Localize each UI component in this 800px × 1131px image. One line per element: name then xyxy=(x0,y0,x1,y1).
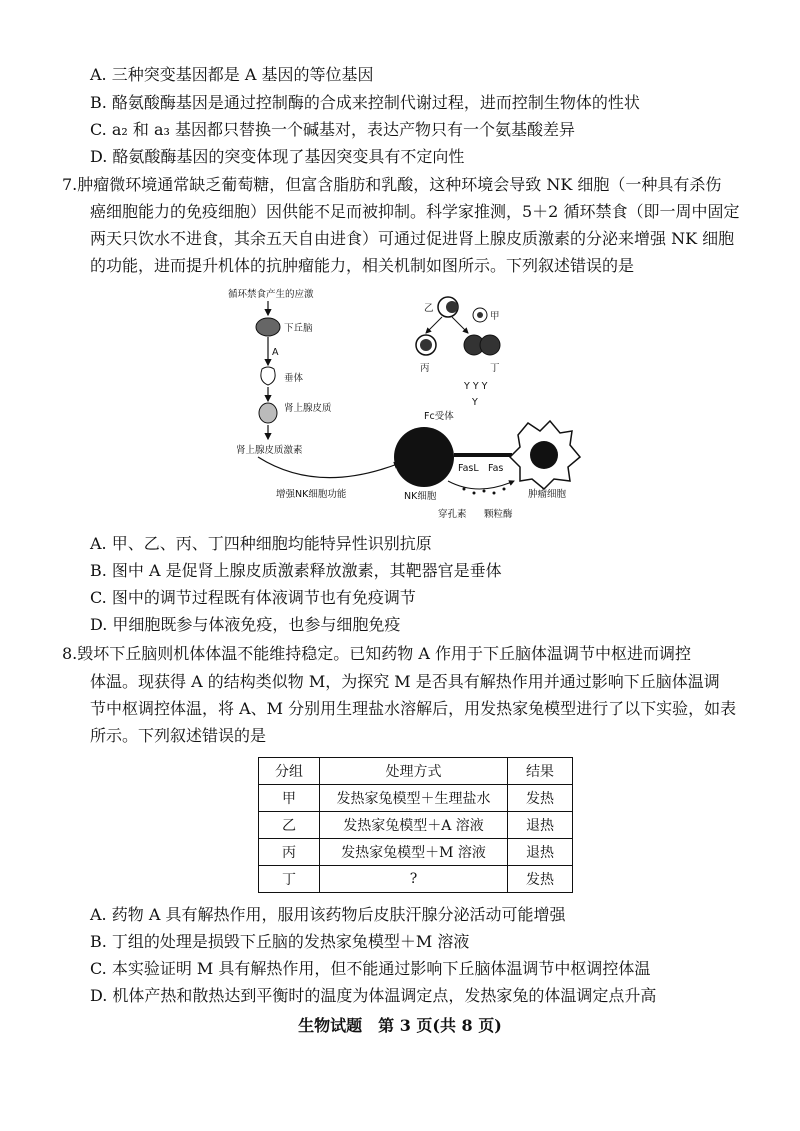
q8-stem-line-1: 8.毁坏下丘脑则机体体温不能维持稳定。已知药物 A 作用于下丘脑体温调节中枢进而调控 xyxy=(62,644,691,663)
table-cell: ? xyxy=(320,866,508,893)
hormone-label: 肾上腺皮质激素 xyxy=(236,445,303,456)
table-row xyxy=(259,839,573,866)
pituitary-label: 垂体 xyxy=(284,373,304,384)
hypothalamus-label: 下丘脑 xyxy=(284,323,313,334)
fasl-label: FasL xyxy=(458,463,479,474)
table-row xyxy=(259,812,573,839)
antibody-lower: Y xyxy=(472,397,478,408)
stress-label: 循环禁食产生的应激 xyxy=(228,289,314,300)
adrenal-shape xyxy=(259,403,277,423)
enhance-label: 增强NK细胞功能 xyxy=(276,489,347,500)
q8-option-d: D. 机体产热和散热达到平衡时的温度为体温调定点，发热家兔的体温调定点升高 xyxy=(90,986,657,1005)
perforin-label: 穿孔素 xyxy=(438,509,467,520)
table-cell: 甲 xyxy=(259,785,320,812)
cell-yi-label: 乙 xyxy=(424,303,434,314)
q8-option-b: B. 丁组的处理是损毁下丘脑的发热家兔模型＋M 溶液 xyxy=(90,932,470,951)
q8-stem-line-3: 节中枢调控体温，将 A、M 分别用生理盐水溶解后，用发热家兔模型进行了以下实验，如表 xyxy=(90,699,737,718)
header-treatment: 处理方式 xyxy=(320,758,508,785)
q7-stem-line-4: 的功能，进而提升机体的抗肿瘤能力，相关机制如图所示。下列叙述错误的是 xyxy=(90,256,635,275)
table-cell: 退热 xyxy=(508,839,573,866)
table-row xyxy=(259,866,573,893)
q8-option-a: A. 药物 A 具有解热作用，服用该药物后皮肤汗腺分泌活动可能增强 xyxy=(90,905,566,924)
q6-option-a: A. 三种突变基因都是 A 基因的等位基因 xyxy=(90,65,374,84)
q8-option-c: C. 本实验证明 M 具有解热作用，但不能通过影响下丘脑体温调节中枢调控体温 xyxy=(90,959,651,978)
fas-label: Fas xyxy=(488,463,504,474)
nk-mechanism-diagram xyxy=(228,285,588,530)
header-result: 结果 xyxy=(508,758,573,785)
granzyme-label: 颗粒酶 xyxy=(484,509,513,520)
table-cell: 发热家兔模型＋A 溶液 xyxy=(320,812,508,839)
q6-option-b: B. 酪氨酸酶基因是通过控制酶的合成来控制代谢过程，进而控制生物体的性状 xyxy=(90,93,640,112)
table-cell: 发热家兔模型＋生理盐水 xyxy=(320,785,508,812)
fc-receptor-label: Fc受体 xyxy=(424,411,454,422)
q7-stem-line-3: 两天只饮水不进食，其余五天自由进食）可通过促进肾上腺皮质激素的分泌来增强 NK 细胞 xyxy=(90,229,735,248)
q7-option-d: D. 甲细胞既参与体液免疫，也参与细胞免疫 xyxy=(90,615,401,634)
table-cell: 发热家兔模型＋M 溶液 xyxy=(320,839,508,866)
arrow-a-label: A xyxy=(272,347,279,358)
tumor-nucleus xyxy=(530,441,558,469)
adrenal-label: 肾上腺皮质 xyxy=(284,403,332,414)
cell-bing-label: 丙 xyxy=(420,363,430,374)
table-cell: 丙 xyxy=(259,839,320,866)
antibodies: Y Y Y xyxy=(464,381,488,392)
q8-stem-line-4: 所示。下列叙述错误的是 xyxy=(90,726,267,745)
q7-option-a: A. 甲、乙、丙、丁四种细胞均能特异性识别抗原 xyxy=(90,534,432,553)
q7-stem-line-2: 癌细胞能力的免疫细胞）因供能不足而被抑制。科学家推测，5＋2 循环禁食（即一周中固定 xyxy=(90,202,740,221)
table-cell: 乙 xyxy=(259,812,320,839)
q6-option-c: C. a₂ 和 a₃ 基因都只替换一个碱基对，表达产物只有一个氨基酸差异 xyxy=(90,120,576,139)
cell-ding-label: 丁 xyxy=(490,363,500,374)
table-cell: 退热 xyxy=(508,812,573,839)
q6-option-d: D. 酪氨酸酶基因的突变体现了基因突变具有不定向性 xyxy=(90,147,465,166)
table-cell: 发热 xyxy=(508,866,573,893)
cell-jia-label: 甲 xyxy=(490,311,500,322)
table-row xyxy=(259,785,573,812)
hypothalamus-shape xyxy=(256,318,280,336)
cell-ding xyxy=(480,335,500,355)
page-footer: 生物试题 第 3 页(共 8 页) xyxy=(298,1016,502,1035)
q7-stem-line-1: 7.肿瘤微环境通常缺乏葡萄糖，但富含脂肪和乳酸，这种环境会导致 NK 细胞（一种具有杀伤 xyxy=(62,175,722,194)
pituitary-shape xyxy=(261,367,275,385)
header-group: 分组 xyxy=(259,758,320,785)
table-header-row xyxy=(259,758,573,785)
nk-cell xyxy=(394,427,454,487)
experiment-table xyxy=(258,757,573,893)
q7-option-b: B. 图中 A 是促肾上腺皮质激素释放激素，其靶器官是垂体 xyxy=(90,561,502,580)
nk-cell-label: NK细胞 xyxy=(404,491,437,502)
table-cell: 发热 xyxy=(508,785,573,812)
q7-option-c: C. 图中的调节过程既有体液调节也有免疫调节 xyxy=(90,588,416,607)
q8-stem-line-2: 体温。现获得 A 的结构类似物 M，为探究 M 是否具有解热作用并通过影响下丘脑体温调 xyxy=(90,672,720,691)
table-cell: 丁 xyxy=(259,866,320,893)
tumor-label: 肿瘤细胞 xyxy=(528,489,567,500)
